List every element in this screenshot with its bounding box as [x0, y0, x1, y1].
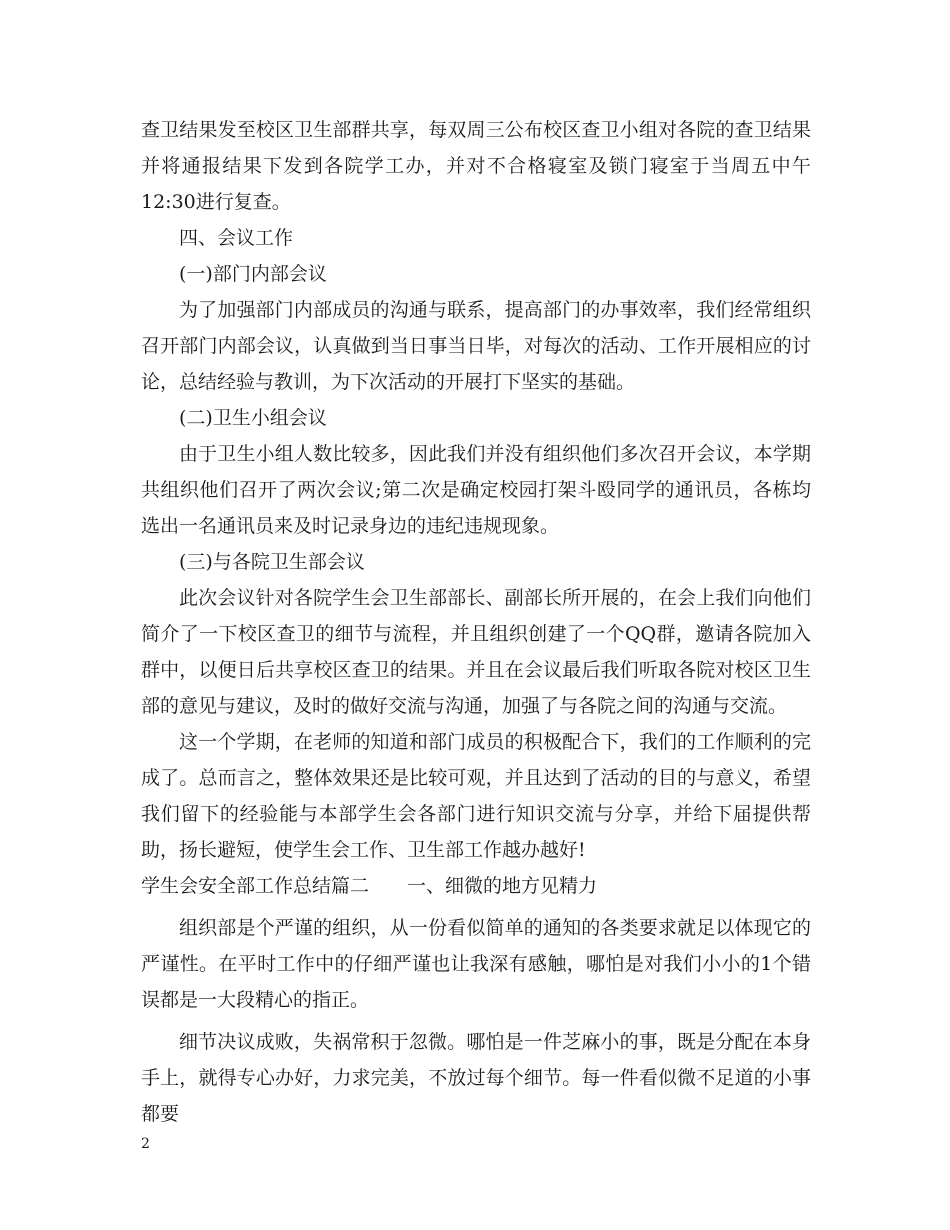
subheading-internal-meeting: (一)部门内部会议: [179, 263, 327, 285]
article-title-part-two: 学生会安全部工作总结篇二 一、细微的地方见精力: [141, 875, 598, 897]
document-body: [141, 112, 811, 1132]
paragraph-summary: 这一个学期，在老师的知道和部门成员的积极配合下，我们的工作顺利的完成了。总而言之，整体效果还是比较可观，并且达到了活动的目的与意义，希望我们留下的经验能与本部学生会各部门进行知识交流与分享，并给下届提供帮助，扬长避短，使学生会工作、卫生部工作越办越好!: [141, 731, 811, 861]
paragraph-organization-rigor: 组织部是个严谨的组织，从一份看似简单的通知的各类要求就足以体现它的严谨性。在平时工作中的仔细严谨也让我深有感触，哪怕是对我们小小的1个错误都是一大段精心的指正。: [141, 917, 811, 1011]
subheading-college-meeting: (三)与各院卫生部会议: [179, 551, 365, 573]
paragraph-details-matter: 细节决议成败，失祸常积于忽微。哪怕是一件芝麻小的事，既是分配在本身手上，就得专心办好，力求完美，不放过每个细节。每一件看似微不足道的小事都要: [141, 1031, 811, 1125]
paragraph-hygiene-group-meeting: 由于卫生小组人数比较多，因此我们并没有组织他们多次召开会议，本学期共组织他们召开了两次会议;第二次是确定校园打架斗殴同学的通讯员，各栋均选出一名通讯员来及时记录身边的违纪违规现象。: [141, 443, 811, 537]
paragraph-internal-meeting: 为了加强部门内部成员的沟通与联系，提高部门的办事效率，我们经常组织召开部门内部会议，认真做到当日事当日毕，对每次的活动、工作开展相应的讨论，总结经验与教训，为下次活动的开展打下坚实的基础。: [141, 299, 811, 393]
paragraph-inspection-results: 查卫结果发至校区卫生部群共享，每双周三公布校区查卫小组对各院的查卫结果并将通报结果下发到各院学工办，并对不合格寝室及锁门寝室于当周五中午12:30进行复查。: [141, 119, 811, 213]
subheading-hygiene-group-meeting: (二)卫生小组会议: [179, 407, 327, 429]
section-heading-meetings: 四、会议工作: [179, 227, 294, 249]
page-number: 2: [141, 1136, 150, 1152]
paragraph-college-meeting: 此次会议针对各院学生会卫生部部长、副部长所开展的，在会上我们向他们简介了一下校区查卫的细节与流程，并且组织创建了一个QQ群，邀请各院加入群中，以便日后共享校区查卫的结果。并且在会议最后我们听取各院对校区卫生部的意见与建议，及时的做好交流与沟通，加强了与各院之间的沟通与交流。: [141, 587, 811, 717]
